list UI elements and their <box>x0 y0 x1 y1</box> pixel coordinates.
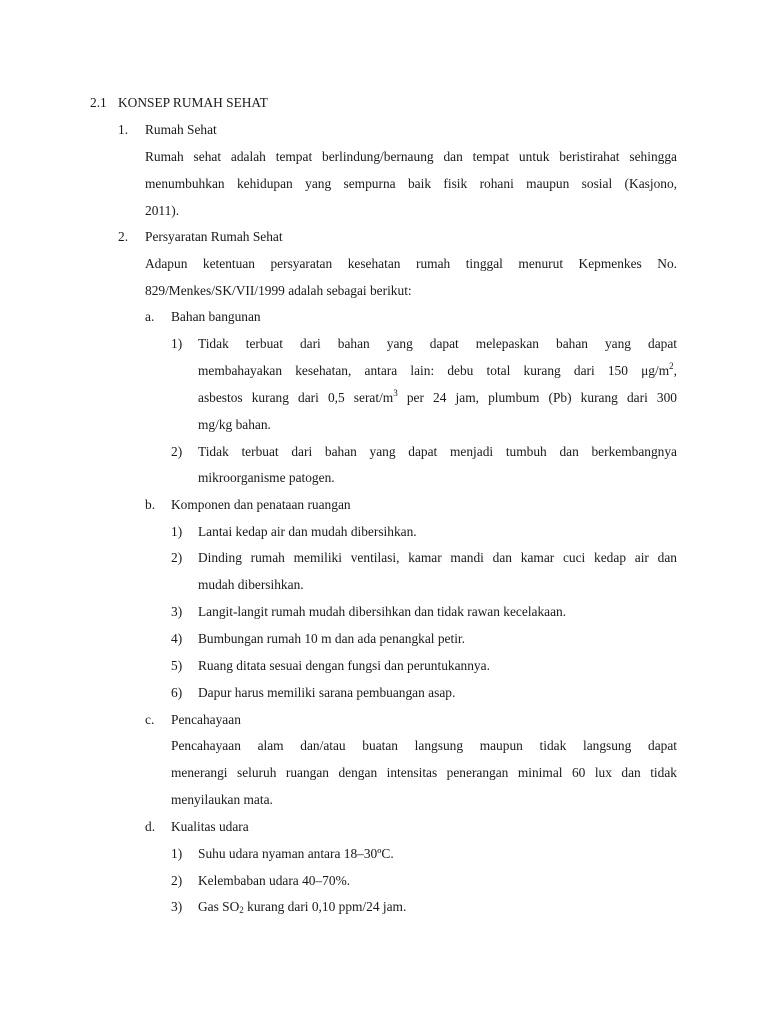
sub-c-heading: Pencahayaan <box>171 712 241 727</box>
list-text-line: Dinding rumah memiliki ventilasi, kamar mandi dan kamar cuci kedap air dan <box>198 550 677 565</box>
sub-d-heading: Kualitas udara <box>171 819 249 834</box>
sub-b-heading: Komponen dan penataan ruangan <box>171 497 351 512</box>
list-text-line: Ruang ditata sesuai dengan fungsi dan peruntukannya. <box>198 658 490 673</box>
list-text-line: mudah dibersihkan. <box>198 577 304 592</box>
list-text-line: Tidak terbuat dari bahan yang dapat menjadi tumbuh dan berkembangnya <box>198 444 677 459</box>
list-text-line: Suhu udara nyaman antara 18–30ºC. <box>198 846 394 861</box>
list-number: 2) <box>171 550 183 565</box>
item-1-text-line: menumbuhkan kehidupan yang sempurna baik fisik rohani maupun sosial (Kasjono, <box>145 176 677 191</box>
item-2-heading: Persyaratan Rumah Sehat <box>145 229 283 244</box>
list-text-line: membahayakan kesehatan, antara lain: debu total kurang dari 150 $\mu g/m^2$, <box>198 361 677 378</box>
sub-d-letter: d. <box>145 819 156 834</box>
list-text-line: Dapur harus memiliki sarana pembuangan asap. <box>198 685 456 700</box>
list-text-line: mg/kg bahan. <box>198 417 271 432</box>
item-2-intro-line: Adapun ketentuan persyaratan kesehatan rumah tinggal menurut Kepmenkes No. <box>145 256 677 271</box>
list-number: 3) <box>171 604 183 619</box>
paragraph-line: Pencahayaan alam dan/atau buatan langsung maupun tidak langsung dapat <box>171 738 677 753</box>
paragraph-line: menerangi seluruh ruangan dengan intensitas penerangan minimal 60 lux dan tidak <box>171 765 677 780</box>
list-number: 2) <box>171 873 183 888</box>
item-1-number: 1. <box>118 122 129 137</box>
list-text-line: mikroorganisme patogen. <box>198 470 335 485</box>
item-1-text-line: Rumah sehat adalah tempat berlindung/bernaung dan tempat untuk beristirahat sehingga <box>145 149 677 164</box>
list-number: 1) <box>171 336 183 351</box>
list-number: 3) <box>171 899 183 914</box>
section-title: KONSEP RUMAH SEHAT <box>118 95 268 110</box>
list-text-line: Langit-langit rumah mudah dibersihkan dan tidak rawan kecelakaan. <box>198 604 567 619</box>
list-text-line: Kelembaban udara 40–70%. <box>198 873 351 888</box>
list-number: 5) <box>171 658 183 673</box>
item-1-text-line: 2011). <box>145 203 180 218</box>
list-text-line: Lantai kedap air dan mudah dibersihkan. <box>198 524 417 539</box>
list-text-line: Bumbungan rumah 10 m dan ada penangkal petir. <box>198 631 466 646</box>
sub-a-letter: a. <box>145 309 155 324</box>
list-number: 1) <box>171 846 183 861</box>
sub-b-letter: b. <box>145 497 156 512</box>
list-number: 4) <box>171 631 183 646</box>
list-number: 2) <box>171 444 183 459</box>
sub-c-letter: c. <box>145 712 155 727</box>
section-number: 2.1 <box>90 95 107 110</box>
list-number: 1) <box>171 524 183 539</box>
list-text-line: Gas $SO_2$ kurang dari 0,10 ppm/24 jam. <box>198 899 407 915</box>
list-number: 6) <box>171 685 183 700</box>
sub-a-heading: Bahan bangunan <box>171 309 261 324</box>
list-text-line: asbestos kurang dari 0,5 serat/$m^3$ per 24 jam, plumbum (Pb) kurang dari 300 <box>198 388 677 405</box>
item-2-intro-line: 829/Menkes/SK/VII/1999 adalah sebagai berikut: <box>145 283 412 298</box>
paragraph-line: menyilaukan mata. <box>171 792 273 807</box>
list-text-line: Tidak terbuat dari bahan yang dapat melepaskan bahan yang dapat <box>198 336 677 351</box>
item-1-heading: Rumah Sehat <box>145 122 217 137</box>
item-2-number: 2. <box>118 229 129 244</box>
